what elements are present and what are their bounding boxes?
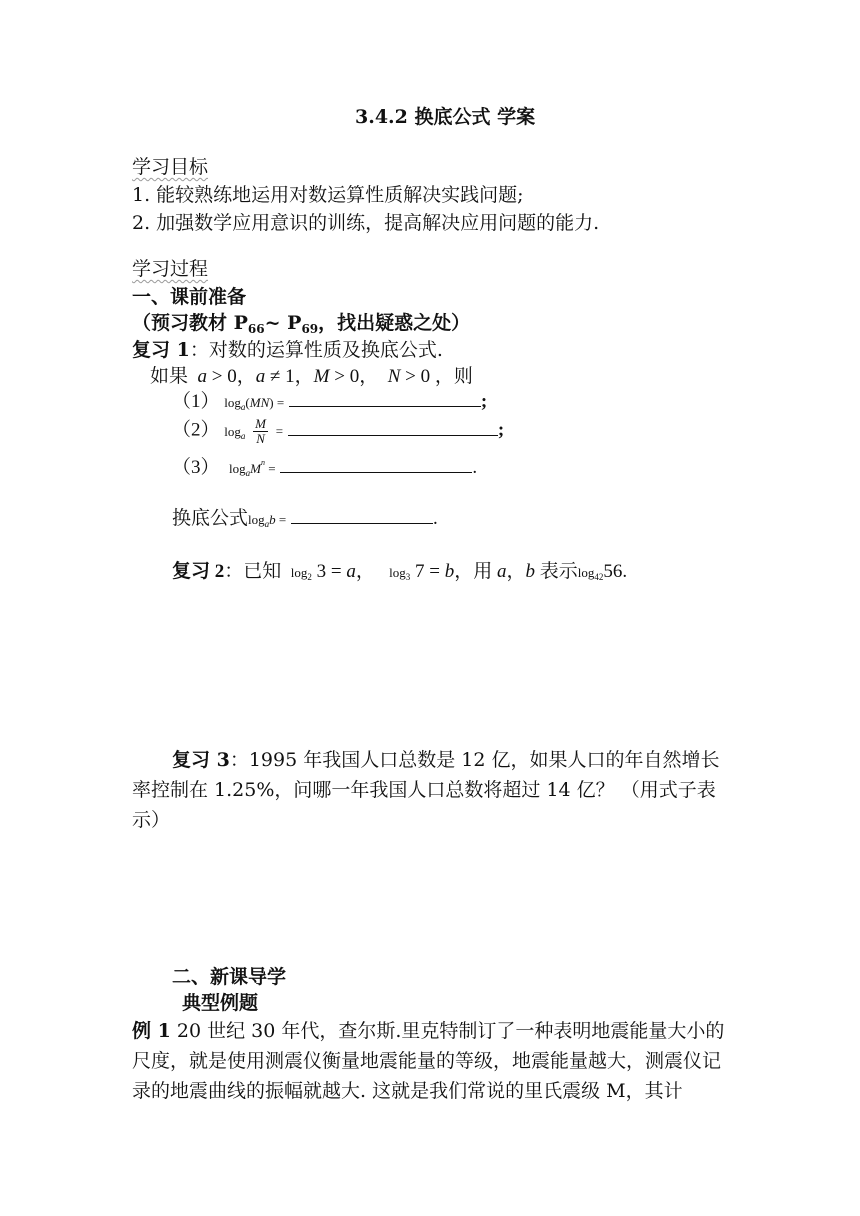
answer-blank[interactable] bbox=[288, 421, 498, 436]
objective-item: 2. 加强数学应用意识的训练，提高解决应用问题的能力. bbox=[132, 212, 600, 234]
property-item-2: （2） $\log_a$ $\frac{M}{N}$ = ; bbox=[172, 416, 505, 446]
item-number: （1） bbox=[172, 391, 220, 412]
item-number: （3） bbox=[172, 457, 220, 478]
preview-page-start: 66 bbox=[247, 322, 265, 336]
preview-mid: ~ P bbox=[264, 312, 302, 334]
objective-item: 1. 能较熟练地运用对数运算性质解决实践问题; bbox=[132, 184, 524, 206]
review3-paragraph bbox=[132, 745, 732, 835]
review1-text: ：对数的运算性质及换底公式. bbox=[189, 339, 443, 361]
preview-prefix: （预习教材 P bbox=[132, 312, 248, 334]
section-heading-2: 二、新课导学 bbox=[172, 966, 287, 988]
review2-text-show: 表示 bbox=[539, 561, 578, 582]
review3-text: ：1995 年我国人口总数是 12 亿，如果人口的年自然增长率控制在 1.25%，问哪一年我国人口总数将超过 14 亿？ （用式子表示） bbox=[132, 749, 720, 831]
change-of-base-formula: 换底公式$\log_ab$ = . bbox=[172, 508, 438, 529]
preview-page-end: 69 bbox=[301, 322, 319, 336]
review2-line: 复习 2：已知 $\log_2 3 = a$， $\log_3 7 = b$，用 a，b 表示$\log_{42}56$. bbox=[172, 561, 628, 582]
review2-text-prefix: ：已知 bbox=[224, 561, 282, 582]
property-item-3: （3） $\log_aM^n$ = . bbox=[172, 457, 478, 478]
example1-text: 20 世纪 30 年代，查尔斯.里克特制订了一种表明地震能量大小的尺度，就是使用测震仪衡量地震能量的等级，地震能量越大，测震仪记录的地震曲线的振幅就越大. 这就是我们常说的里氏震级 M，其计 bbox=[132, 1020, 725, 1102]
review3-label: 复习 3 bbox=[172, 749, 230, 771]
review1-condition: 如果 a > 0，a ≠ 1，M > 0， N > 0 ，则 bbox=[150, 366, 473, 387]
objectives-heading: 学习目标 bbox=[132, 156, 209, 178]
page-title: 3.4.2 换底公式 学案 bbox=[355, 106, 536, 128]
formula-label: 换底公式 bbox=[172, 508, 249, 529]
review1-line bbox=[132, 339, 443, 362]
condition-suffix: ，则 bbox=[434, 366, 473, 387]
review2-text-use: ，用 bbox=[454, 561, 493, 582]
answer-blank[interactable] bbox=[291, 509, 433, 524]
answer-blank[interactable] bbox=[280, 458, 472, 473]
section-heading-1: 一、课前准备 bbox=[132, 286, 247, 308]
example1-paragraph bbox=[132, 1016, 732, 1106]
property-item-1: （1） $\log_a(MN)$ = ; bbox=[172, 391, 488, 412]
answer-blank[interactable] bbox=[289, 392, 481, 407]
preview-suffix: ，找出疑惑之处） bbox=[318, 312, 471, 334]
process-heading: 学习过程 bbox=[132, 258, 209, 280]
preview-note bbox=[132, 312, 470, 336]
fraction-m-over-n: $\frac{M}{N}$ bbox=[255, 416, 266, 446]
item-number: （2） bbox=[172, 419, 220, 441]
example1-label: 例 1 bbox=[132, 1020, 171, 1042]
condition-prefix: 如果 bbox=[150, 366, 189, 387]
review2-label: 复习 2 bbox=[172, 561, 225, 582]
subsection-heading: 典型例题 bbox=[182, 992, 259, 1014]
review1-label: 复习 1 bbox=[132, 339, 190, 361]
